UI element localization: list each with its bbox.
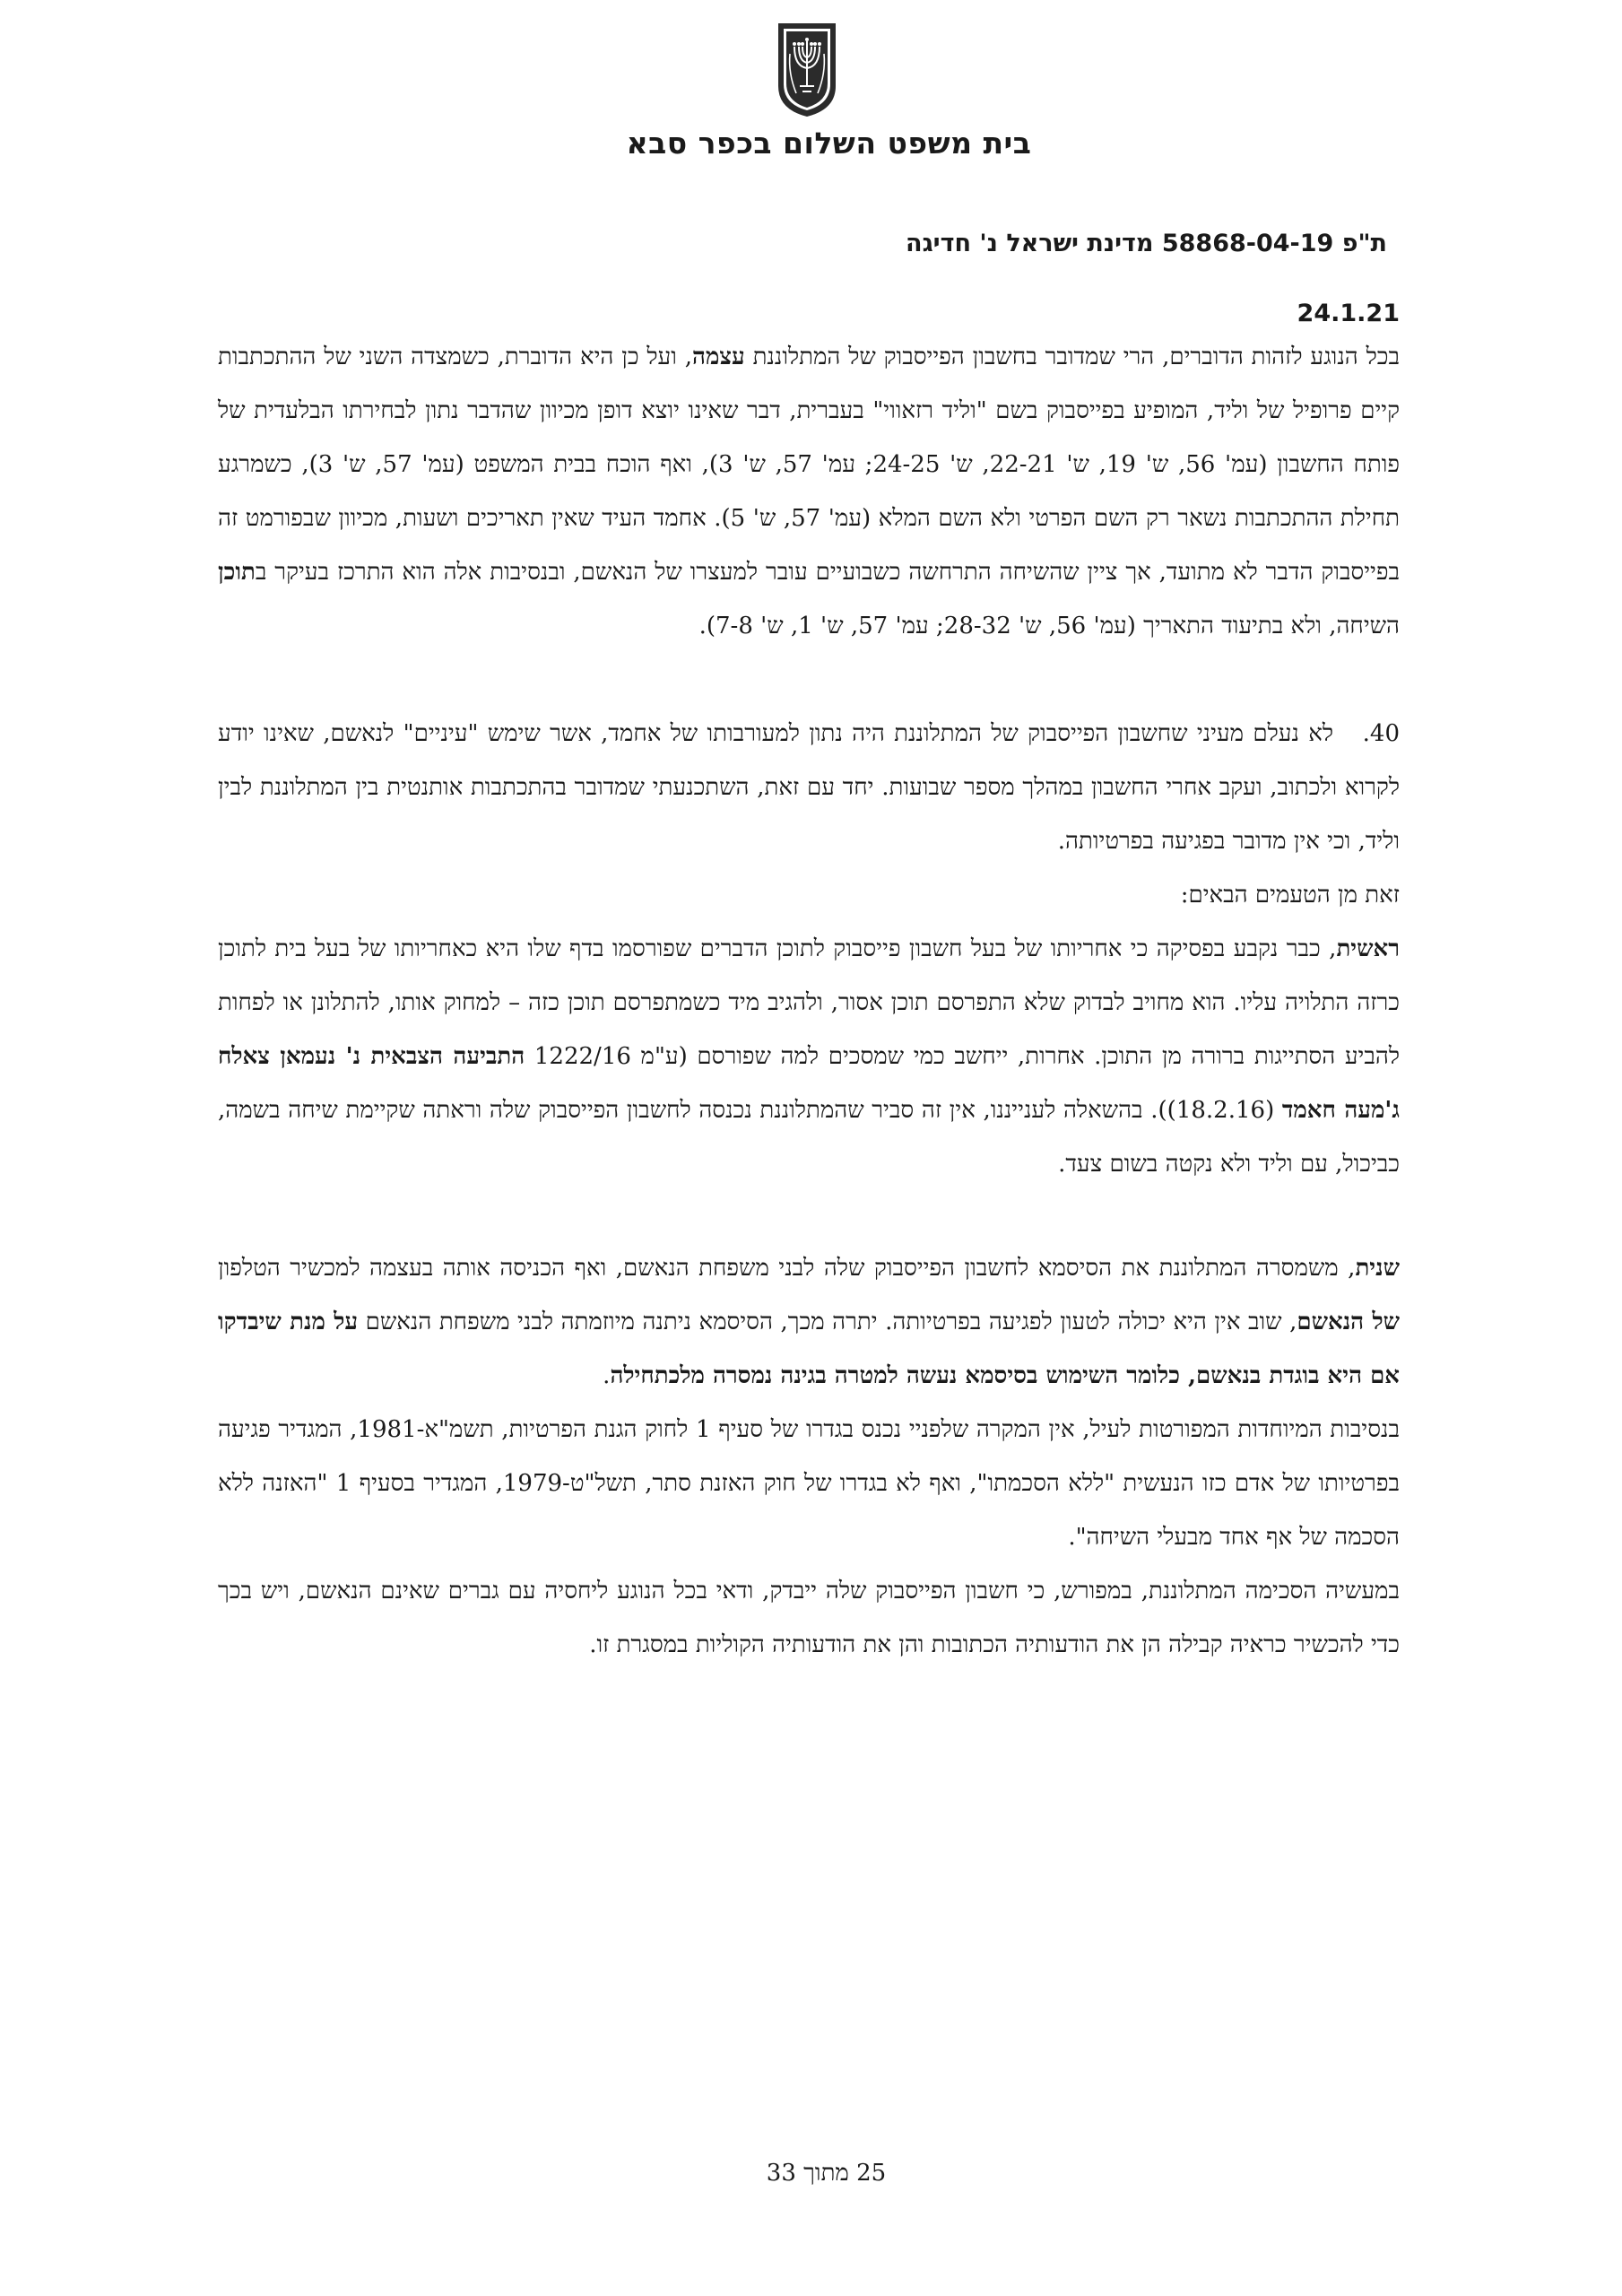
text-run: , כבר נקבע בפסיקה כי אחריותו של בעל חשבון פייסבוק לתוכן הדברים שפורסמו בדף שלו היא כאחריותו של בעל בית לתוכן כרזה התלויה עליו. הוא מחויב לבדוק שלא התפרסם תוכן אסור, ולהגיב מיד כשמתפרסם תוכן כזה – למחוק אותו, להתלונן או לפחות להביע הסתייגות ברורה מן התוכן. אחרות, ייחשב כמי שמסכים למה שפורסם (ע"מ 1222/16 [218,935,1400,1070]
paragraph-number: 40. [1362,720,1400,747]
paragraph-privacy-law: בנסיבות המיוחדות המפורטות לעיל, אין המקרה שלפניי נכנס בגדרו של סעיף 1 לחוק הגנת הפרטיות, תשמ"א-1981, המגדיר פגיעה בפרטיותו של אדם כזו הנעשית "ללא הסכמתו", ואף לא בגדרו של חוק האזנת סתר, תשל"ט-1979, המגדיר בסעיף 1 "האזנה ללא הסכמה של אף אחד מבעלי השיחה". [218,1416,1400,1551]
bold-run: על מנת שיבדקו אם היא בוגדת בנאשם, כלומר השימוש בסיסמא נעשה למטרה בגינה נמסרה מלכתחילה [218,1309,1400,1389]
text-run: , ועל כן היא הדוברת, כשמצדה השני של ההתכתבות קיים פרופיל של וליד, המופיע בפייסבוק בשם "וליד רזאווי" בעברית, דבר שאינו יוצא דופן מכיוון שהדבר נתון לבחירתו הבלעדית של פותח החשבון (עמ' 56, ש' 19, ש' 22-21, ש' 24-25; עמ' 57, ש' 3), ואף הוכח בבית המשפט (עמ' 57, ש' 3), כשמרגע תחילת ההתכתבות נשאר רק השם הפרטי ולא השם המלא (עמ' 57, ש' 5). אחמד העיד שאין תאריכים ושעות, מכיוון שבפורמט זה בפייסבוק הדבר לא מתועד, אך ציין שהשיחה התרחשה כשבועיים עובר למעצרו של הנאשם, ובנסיבות אלה הוא התרכז בעיקר ב [218,344,1400,586]
state-emblem-icon [773,20,841,120]
text-run: לא נעלם מעיני שחשבון הפייסבוק של המתלוננת היה נתון למעורבותו של אחמד, אשר שימש "עיניים" לנאשם, שאינו יודע לקרוא ולכתוב, ועקב אחרי החשבון במהלך מספר שבועות. יחד עם זאת, השתכנעתי שמדובר בהתכתבות אותנטית בין המתלוננת לבין וליד, וכי אין מדובר בפגיעה בפרטיותה. [218,720,1400,855]
document-body [218,298,1400,1672]
document-date: 24.1.21 [1297,300,1400,327]
bold-run: של הנאשם [1297,1309,1401,1335]
bold-run: תוכן [218,559,256,586]
text-run: בכל הנוגע לזהות הדוברים, הרי שמדובר בחשבון הפייסבוק של המתלוננת [744,344,1400,370]
paragraph-reasons-intro: זאת מן הטעמים הבאים: [1180,882,1400,909]
text-run: (18.2.16)). בהשאלה לענייננו, אין זה סביר שהמתלוננת נכנסה לחשבון הפייסבוק שלה וראתה שקיימת שיחה בשמה, כביכול, עם וליד ולא נקטה בשום צעד. [218,1097,1400,1178]
text-run: השיחה, ולא בתיעוד התאריך (עמ' 56, ש' 28-32; עמ' 57, ש' 1, ש' 7-8). [698,613,1400,639]
paragraph-first-reason [218,922,1400,1191]
paragraph-second-reason [218,1241,1400,1403]
text-run: , שוב אין היא יכולה לטעון לפגיעה בפרטיותה. יתרה מכך, הסיסמא ניתנה מיוזמתה לבני משפחת הנאשם [358,1309,1297,1335]
paragraph-consent: במעשיה הסכימה המתלוננת, במפורש, כי חשבון הפייסבוק שלה ייבדק, ודאי בכל הנוגע ליחסיה עם גברים שאינם הנאשם, ויש בכך כדי להכשיר כראיה קבילה הן את הודעותיה הכתובות והן את הודעותיה הקוליות במסגרת זו. [218,1578,1400,1658]
page-number: 25 מתוך 33 [766,2160,887,2187]
paragraph-40 [218,707,1400,868]
bold-run: ראשית [1336,935,1400,962]
court-name: בית משפט השלום בכפר סבא [626,126,1032,161]
paragraph-speaker-identity [218,330,1400,653]
bold-run: שנית [1355,1255,1400,1282]
text-run: . [603,1362,611,1389]
case-citation: התביעה הצבאית נ' נעמאן צאלח ג'מעה חאמד [218,1043,1400,1124]
bold-run: עצמה [692,344,745,370]
text-run: , משמסרה המתלוננת את הסיסמא לחשבון הפייסבוק שלה לבני משפחת הנאשם, ואף הכניסה אותה בעצמה למכשיר הטלפון [218,1255,1356,1282]
case-header: ת"פ 58868-04-19 מדינת ישראל נ' חדיגה [906,230,1387,257]
